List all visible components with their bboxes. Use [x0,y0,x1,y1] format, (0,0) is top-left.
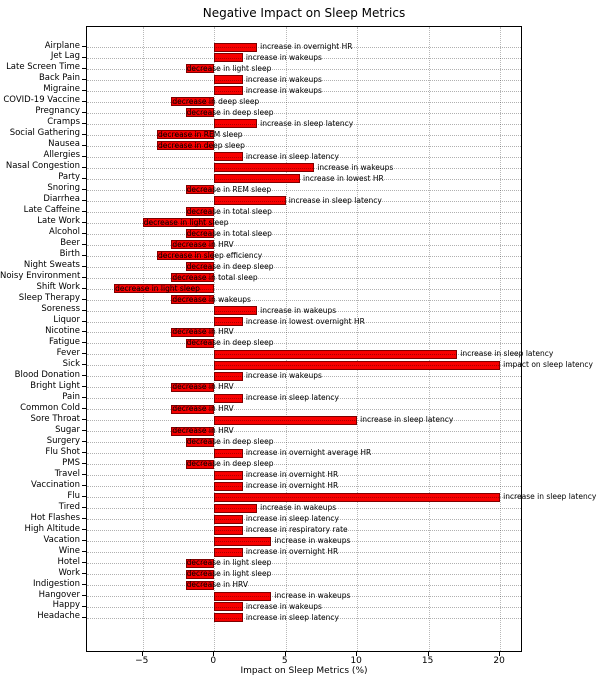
y-tick-mark [82,606,86,607]
y-tick-label: COVID-19 Vaccine [3,95,80,106]
bar-label: increase in sleep latency [245,612,339,622]
bar-label: decrease in total sleep [186,206,272,216]
y-tick-label: Allergies [43,150,80,161]
y-tick-label: Noisy Environment [0,271,81,282]
bar-label: increase in wakeups [274,591,351,600]
y-gridline [87,113,521,114]
bar-label: decrease in light sleep [186,558,272,568]
bar-label: decrease in total sleep [186,228,272,238]
y-gridline [87,300,521,301]
y-tick-mark [82,518,86,519]
y-tick-label: Late Caffeine [23,205,80,216]
bar-label: increase in wakeups [260,503,337,513]
bar-label: increase in wakeups [260,305,337,315]
y-tick-label: Fatigue [48,336,80,347]
x-gridline [429,27,430,651]
y-tick-label: Birth [59,249,80,260]
y-tick-label: Party [58,172,80,183]
y-tick-label: Cramps [47,117,80,128]
bar-label: increase in respiratory rate [245,525,348,535]
y-tick-label: Soreness [41,304,80,315]
x-tick-label: −5 [135,656,149,666]
y-tick-mark [82,57,86,58]
y-tick-label: Night Sweats [23,260,80,271]
bar-label: decrease in light sleep [186,569,272,579]
y-tick-label: Flu [67,490,80,501]
y-gridline [87,585,521,586]
bar-label: increase in overnight HR [245,470,339,480]
bar-label: decrease in deep sleep [186,261,274,271]
bar-label: decrease in deep sleep [172,96,260,106]
y-tick-mark [82,189,86,190]
y-tick-label: Jet Lag [50,51,80,62]
x-gridline [500,27,501,651]
y-tick-label: Social Gathering [9,128,80,139]
bar-label: increase in sleep latency [360,415,454,425]
bar-label: increase in sleep latency [260,118,354,128]
y-gridline [87,212,521,213]
y-tick-label: Pregnancy [35,106,80,117]
y-tick-mark [82,68,86,69]
bar-label: increase in wakeups [245,85,322,95]
y-tick-label: Flu Shot [45,446,80,457]
bar-label: decrease in deep sleep [186,459,274,469]
y-gridline [87,464,521,465]
y-tick-label: Nasal Congestion [5,161,80,172]
y-gridline [87,146,521,147]
y-tick-mark [82,353,86,354]
y-tick-label: Hotel [57,556,80,567]
y-tick-mark [82,562,86,563]
y-gridline [87,343,521,344]
bar-label: increase in sleep latency [245,151,339,161]
bar-label: increase in sleep latency [245,393,339,403]
bar-label: increase in wakeups [245,74,322,84]
y-tick-mark [82,266,86,267]
y-tick-mark [82,463,86,464]
y-gridline [87,574,521,575]
bar-label: increase in wakeups [245,371,322,381]
bar-label: increase in overnight average HR [245,448,372,458]
y-gridline [87,332,521,333]
y-tick-mark [82,551,86,552]
x-tick-label: 20 [493,656,505,666]
y-gridline [87,365,521,366]
bar-label: impact on sleep latency [503,360,593,370]
bar-label: increase in sleep latency [460,349,554,359]
y-gridline [87,431,521,432]
y-tick-mark [82,79,86,80]
x-gridline [143,27,144,651]
y-tick-mark [82,211,86,212]
y-tick-label: Surgery [46,435,80,446]
y-tick-mark [82,496,86,497]
y-gridline [87,409,521,410]
y-tick-mark [82,584,86,585]
chart-title: Negative Impact on Sleep Metrics [202,6,406,20]
bar-label: increase in sleep latency [288,195,382,205]
y-tick-label: Travel [54,468,80,479]
y-tick-mark [82,299,86,300]
x-tick-label: 15 [421,656,434,666]
y-tick-label: Late Work [37,216,80,227]
bar-label: decrease in HRV [172,327,234,337]
y-tick-mark [82,167,86,168]
y-tick-mark [82,507,86,508]
y-tick-mark [82,540,86,541]
y-tick-label: Pain [62,391,80,402]
bar-label: decrease in HRV [172,382,234,392]
y-tick-mark [82,430,86,431]
y-tick-mark [82,364,86,365]
y-tick-mark [82,156,86,157]
bar-label: increase in sleep latency [245,514,339,524]
y-gridline [87,267,521,268]
bar-label: increase in sleep latency [503,492,597,502]
y-tick-label: Tired [58,501,80,512]
bar-label: increase in lowest HR [302,173,384,183]
bar-label: decrease in REM sleep [186,184,272,194]
y-tick-mark [82,408,86,409]
y-tick-mark [82,145,86,146]
y-tick-label: Shift Work [36,282,80,293]
y-tick-mark [82,617,86,618]
y-tick-mark [82,90,86,91]
y-tick-mark [82,595,86,596]
bar-label: increase in overnight HR [245,481,339,491]
y-gridline [87,387,521,388]
plot-area [86,26,597,652]
y-tick-mark [82,123,86,124]
bar-label: decrease in light sleep [186,63,272,73]
bar-label: increase in overnight HR [260,42,353,51]
y-tick-label: Work [58,567,80,578]
y-gridline [87,497,521,498]
y-tick-label: Late Screen Time [6,62,80,73]
y-tick-label: Wine [58,545,80,556]
y-gridline [87,420,521,421]
bar-label: decrease in light sleep [143,217,229,227]
y-tick-mark [82,452,86,453]
y-tick-label: PMS [62,457,80,468]
y-tick-mark [82,277,86,278]
y-tick-mark [82,331,86,332]
bar-label: decrease in wakeups [172,294,251,304]
bar-label: decrease in HRV [186,580,248,590]
y-tick-label: Happy [52,600,80,611]
y-tick-label: Blood Donation [14,369,80,380]
y-tick-label: Liquor [53,315,80,325]
bar-label: decrease in HRV [172,426,234,436]
y-tick-mark [82,134,86,135]
y-tick-mark [82,397,86,398]
bar-label: decrease in sleep efficiency [158,250,263,260]
y-tick-mark [82,244,86,245]
y-tick-label: Nausea [48,139,80,150]
y-tick-label: Sugar [55,424,80,435]
y-tick-mark [82,485,86,486]
x-tick-label: 0 [210,656,217,666]
y-gridline [87,102,521,103]
y-tick-mark [82,222,86,223]
bar-label: decrease in HRV [172,404,234,414]
y-tick-label: Bright Light [30,380,80,391]
bar-label: decrease in deep sleep [186,107,274,117]
y-gridline [87,256,521,257]
y-tick-mark [82,386,86,387]
y-tick-mark [82,46,86,47]
y-gridline [87,354,521,355]
y-gridline [87,234,521,235]
y-tick-mark [82,573,86,574]
y-gridline [87,563,521,564]
y-tick-mark [82,342,86,343]
bar-label: increase in lowest overnight HR [245,316,365,326]
bar-label: decrease in HRV [172,239,234,249]
y-tick-label: Sick [62,358,80,369]
y-tick-label: Common Cold [20,402,80,413]
y-gridline [87,245,521,246]
y-tick-mark [82,112,86,113]
y-tick-label: Alcohol [49,227,80,238]
y-gridline [87,69,521,70]
bar-label: increase in overnight HR [245,547,339,557]
y-tick-mark [82,200,86,201]
bar-label: increase in wakeups [245,601,322,611]
x-gridline [357,27,358,651]
bar-label: decrease in light sleep [115,283,200,293]
y-tick-mark [82,178,86,179]
y-gridline [87,278,521,279]
bar-label: increase in wakeups [245,52,322,62]
y-gridline [87,190,521,191]
y-tick-mark [82,310,86,311]
bar-label: decrease in deep sleep [158,140,245,150]
bar-label: decrease in deep sleep [186,437,274,447]
y-tick-mark [82,419,86,420]
y-tick-label: Migraine [43,84,80,95]
y-tick-mark [82,288,86,289]
bar-label: decrease in deep sleep [186,338,274,348]
x-tick-label: 10 [350,656,362,666]
x-tick-label: 5 [281,656,288,666]
y-gridline [87,442,521,443]
y-tick-mark [82,101,86,102]
y-gridline [87,168,521,169]
y-tick-mark [82,255,86,256]
y-tick-label: Airplane [44,40,80,51]
x-axis-label: Impact on Sleep Metrics (%) [240,666,368,676]
bar-label: increase in wakeups [274,536,351,546]
y-tick-label: Vaccination [31,479,80,490]
y-tick-label: Nicotine [45,325,80,336]
y-tick-mark [82,321,86,322]
y-tick-label: Sore Throat [30,413,80,424]
y-gridline [87,135,521,136]
y-tick-label: Snoring [47,183,80,194]
y-tick-label: Beer [60,238,80,249]
y-tick-label: Indigestion [33,578,80,589]
y-tick-mark [82,375,86,376]
y-tick-label: Back Pain [38,73,80,84]
y-tick-label: Sleep Therapy [18,293,80,304]
y-tick-mark [82,529,86,530]
y-tick-mark [82,474,86,475]
y-tick-label: Fever [56,347,80,358]
y-tick-label: Vacation [43,534,80,545]
bar-label: increase in wakeups [317,162,394,172]
bar-label: decrease in total sleep [172,272,258,282]
y-tick-label: Headache [37,611,80,622]
bar-label: decrease in REM sleep [158,129,243,139]
y-tick-label: Hangover [38,589,80,600]
y-tick-label: Hot Flashes [30,512,80,523]
y-tick-label: Diarrhea [43,194,80,205]
y-tick-label: High Altitude [24,523,80,534]
y-tick-mark [82,233,86,234]
y-tick-mark [82,441,86,442]
